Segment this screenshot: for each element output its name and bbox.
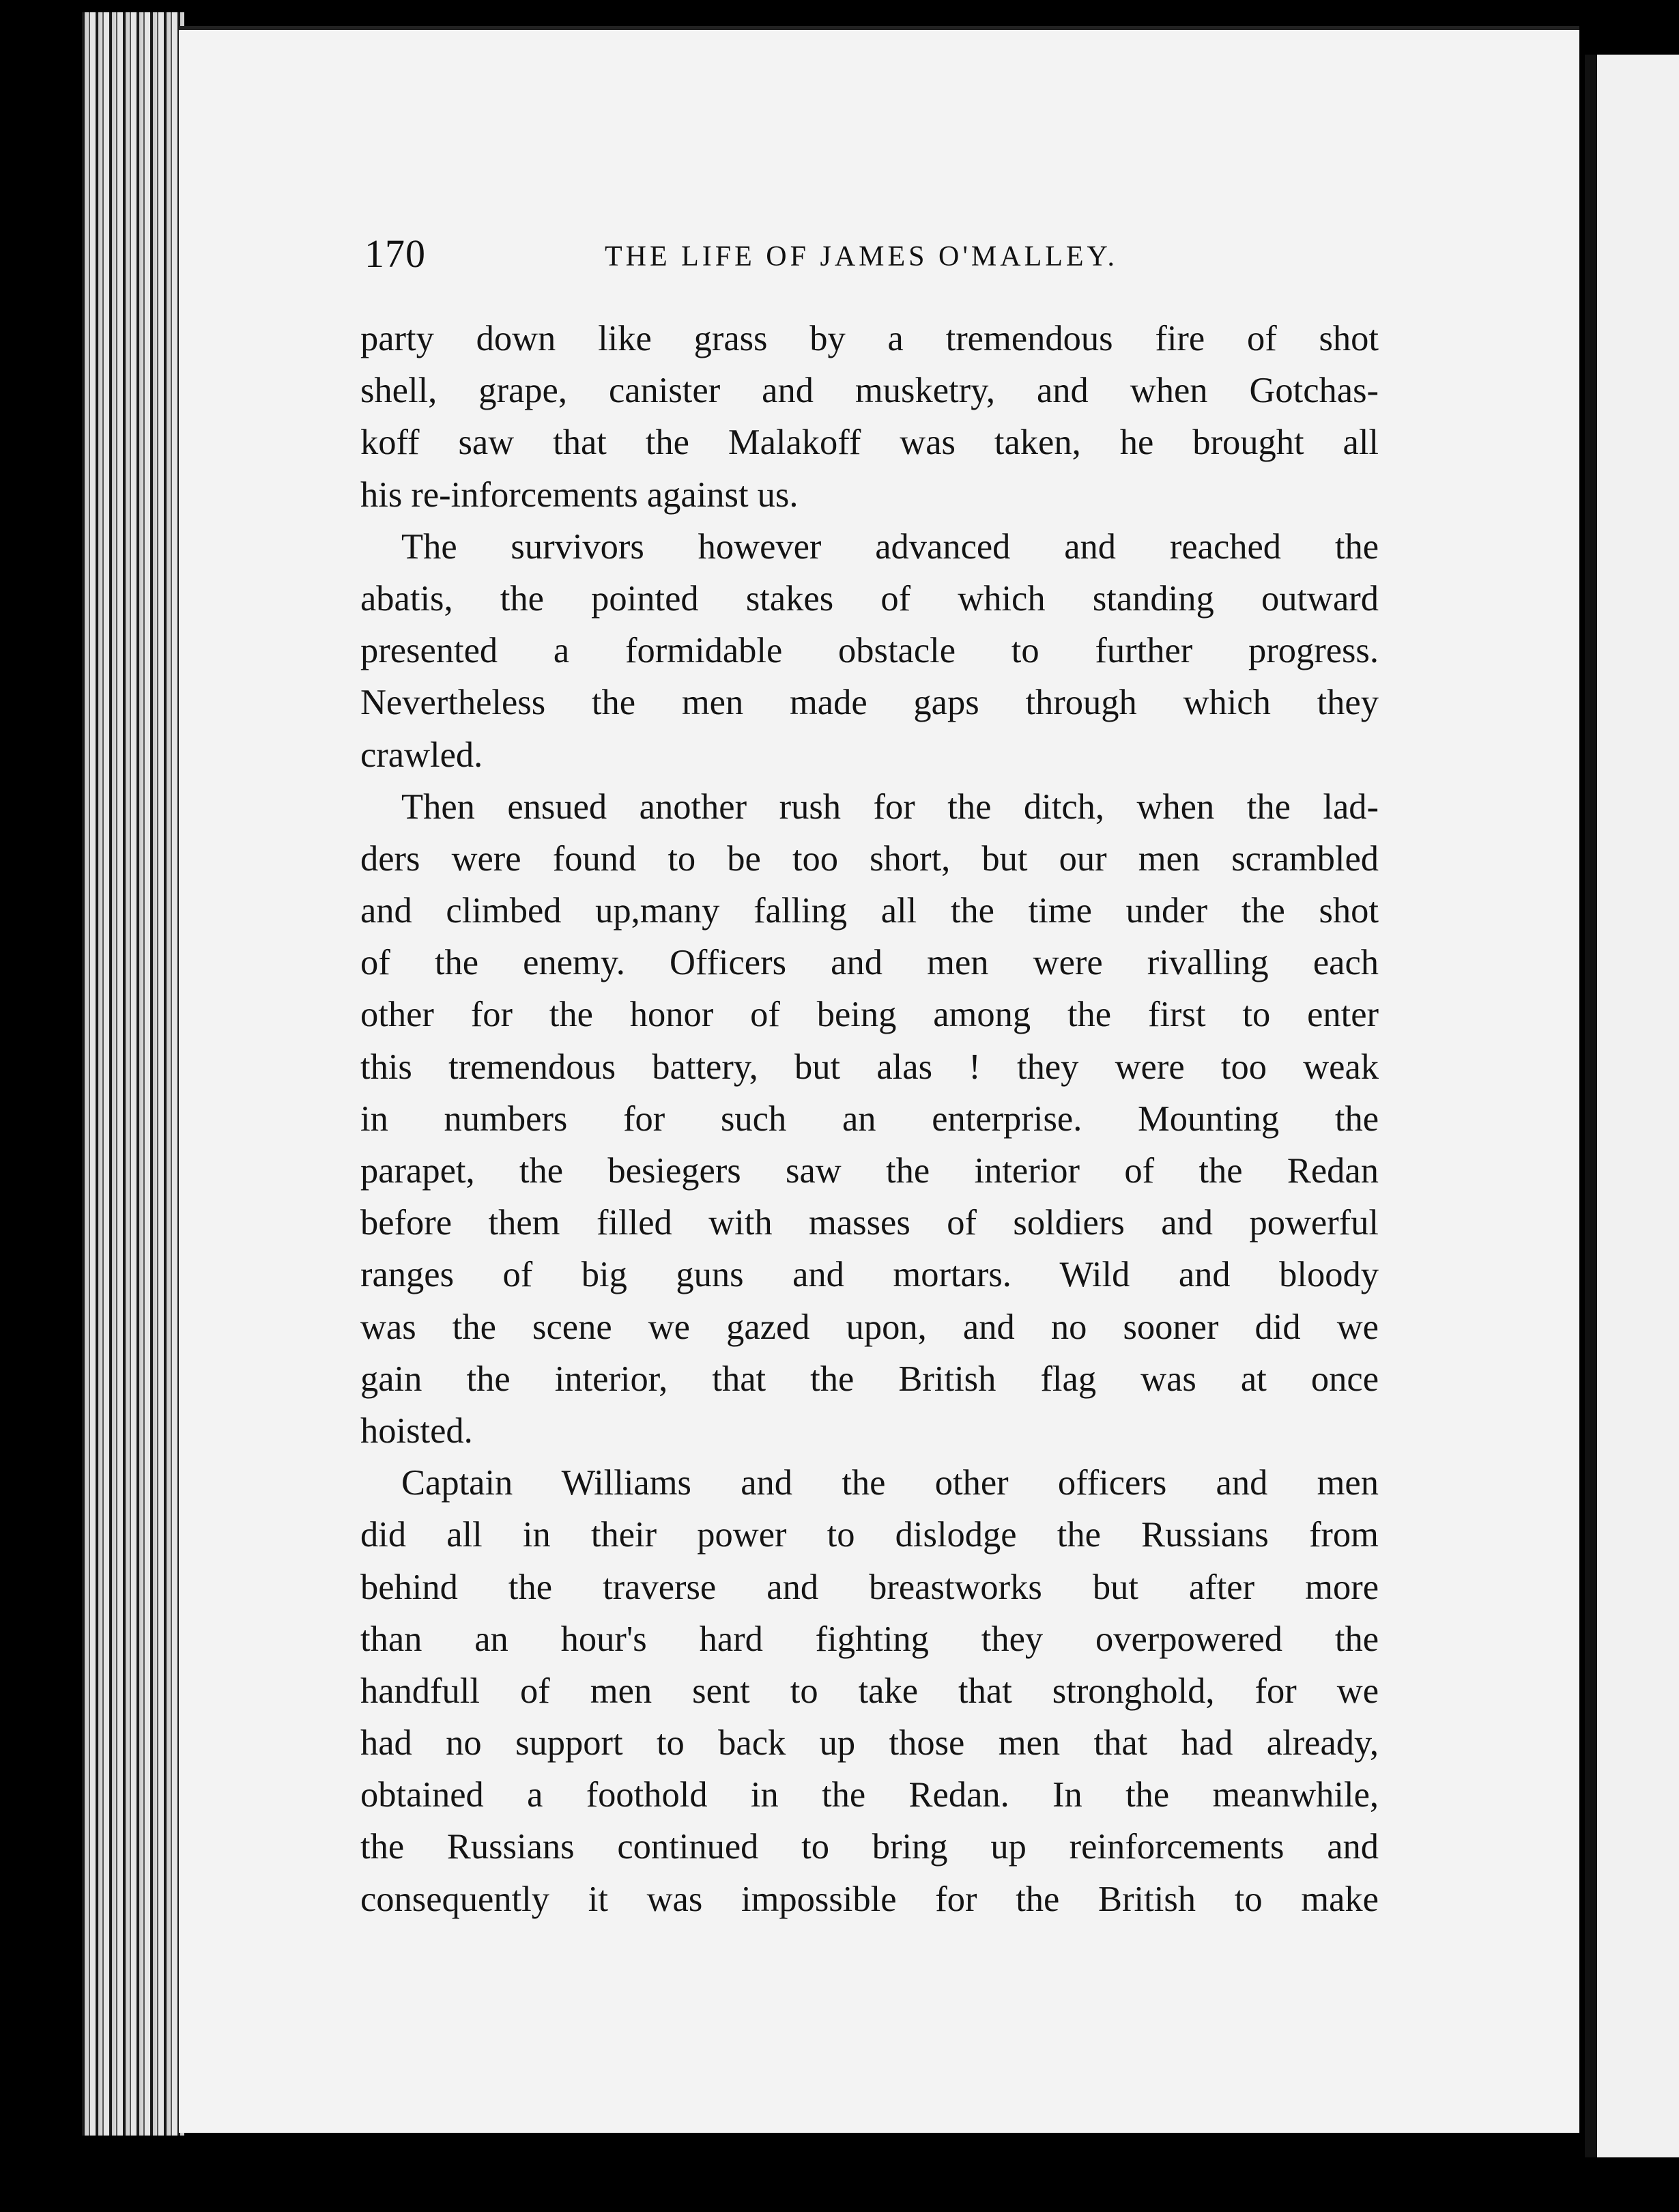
text-line: was the scene we gazed upon, and no sooner did we — [360, 1307, 1379, 1347]
text-line: Nevertheless the men made gaps through which they — [360, 683, 1379, 723]
text-line: behind the traverse and breastworks but after more — [360, 1567, 1379, 1607]
text-line: abatis, the pointed stakes of which standing outward — [360, 578, 1379, 619]
text-line: ders were found to be too short, but our men scrambled — [360, 838, 1379, 879]
text-line: Then ensued another rush for the ditch, when the lad- — [401, 786, 1379, 827]
text-line: obtained a foothold in the Redan. In the meanwhile, — [360, 1775, 1379, 1815]
text-line: this tremendous battery, but alas ! they were too weak — [360, 1047, 1379, 1087]
text-line: presented a formidable obstacle to further progress. — [360, 631, 1379, 671]
text-line: did all in their power to dislodge the Russians from — [360, 1515, 1379, 1555]
text-line: gain the interior, that the British flag was at once — [360, 1359, 1379, 1399]
text-line: koff saw that the Malakoff was taken, he brought all — [360, 423, 1379, 463]
text-line: his re-inforcements against us. — [360, 474, 799, 515]
facing-page-edge — [1585, 55, 1679, 2157]
running-title: THE LIFE OF JAMES O'MALLEY. — [605, 241, 1118, 272]
text-line: ranges of big guns and mortars. Wild and bloody — [360, 1255, 1379, 1295]
text-line: before them filled with masses of soldiers and powerful — [360, 1203, 1379, 1243]
body-text — [360, 313, 1379, 1925]
text-line: had no support to back up those men that had already, — [360, 1723, 1379, 1763]
text-line: of the enemy. Officers and men were rivalling each — [360, 943, 1379, 983]
text-line: Captain Williams and the other officers and men — [401, 1463, 1379, 1503]
text-line: and climbed up,many falling all the time under the shot — [360, 891, 1379, 931]
page-header — [364, 231, 1375, 285]
text-line: The survivors however advanced and reached the — [401, 526, 1379, 567]
text-line: other for the honor of being among the first to enter — [360, 995, 1379, 1035]
text-line: the Russians continued to bring up reinforcements and — [360, 1827, 1379, 1867]
text-line: handfull of men sent to take that stronghold, for we — [360, 1671, 1379, 1711]
page-number: 170 — [364, 231, 426, 276]
text-line: in numbers for such an enterprise. Mounting the — [360, 1098, 1379, 1139]
book-page-edges — [82, 12, 184, 2136]
text-line: party down like grass by a tremendous fire of shot — [360, 319, 1379, 358]
text-line: consequently it was impossible for the British to make — [360, 1879, 1379, 1919]
text-line: shell, grape, canister and musketry, and when Gotchas- — [360, 371, 1379, 411]
text-line: crawled. — [360, 735, 483, 775]
text-line: parapet, the besiegers saw the interior of the Redan — [360, 1151, 1379, 1191]
text-line: hoisted. — [360, 1410, 473, 1451]
text-line: than an hour's hard fighting they overpowered the — [360, 1619, 1379, 1659]
